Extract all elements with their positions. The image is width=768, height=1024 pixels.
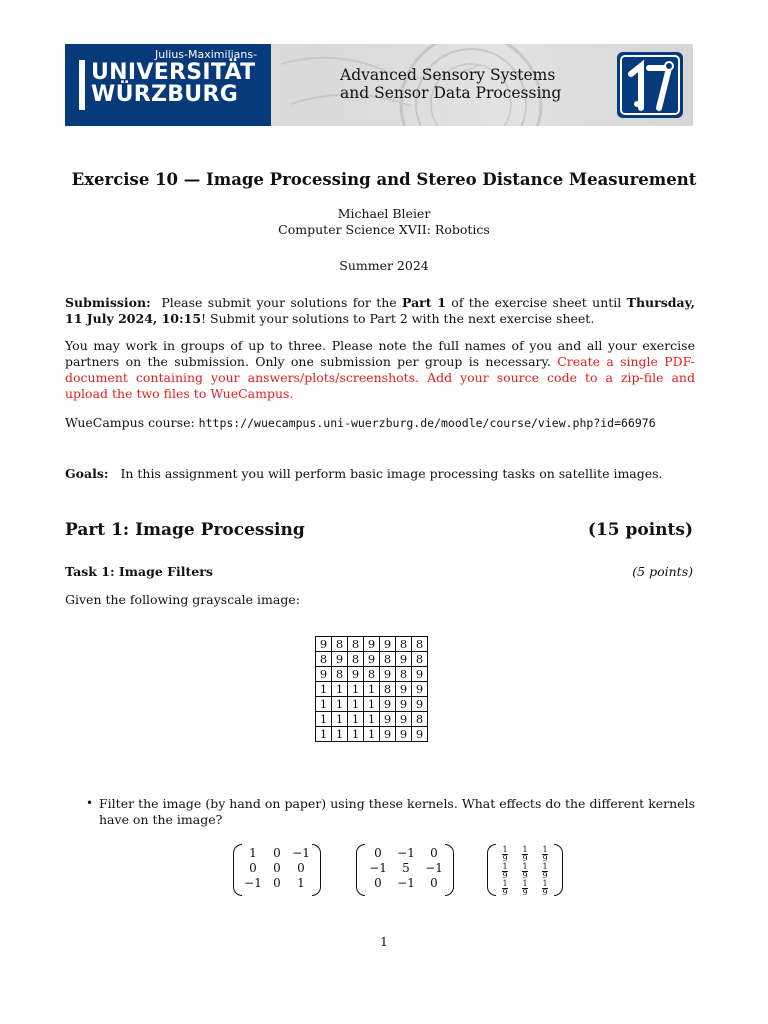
grid-cell: 9 <box>396 652 412 667</box>
logo-line-1: UNIVERSITÄT <box>91 60 256 85</box>
fraction <box>502 846 507 863</box>
grid-cell: 1 <box>364 682 380 697</box>
logo-small-text: Julius-Maximilians- <box>155 48 258 61</box>
kernel-cell: 0 <box>430 876 438 890</box>
goals-paragraph <box>65 466 695 482</box>
term: Summer 2024 <box>339 258 429 273</box>
kernel-cell: 0 <box>374 846 382 860</box>
kernel-row <box>495 880 555 897</box>
fraction <box>502 863 507 880</box>
kernel-3 <box>487 844 563 896</box>
grid-cell: 9 <box>396 712 412 727</box>
fraction-denominator: 9 <box>502 888 508 897</box>
kernel-cell <box>535 863 555 880</box>
course-title-line-2: and Sensor Data Processing <box>340 84 562 102</box>
part-heading <box>65 520 693 540</box>
grid-cell: 9 <box>412 667 428 682</box>
grid-cell: 9 <box>412 697 428 712</box>
bullet-text: Filter the image (by hand on paper) using these kernels. What effects do the different kernels have on the image? <box>99 796 695 827</box>
submission-paragraph <box>65 295 695 327</box>
submission-text-2: of the exercise sheet until <box>451 295 622 310</box>
grid-cell: 8 <box>412 652 428 667</box>
grid-cell: 8 <box>380 682 396 697</box>
grid-cell: 9 <box>364 652 380 667</box>
logo-main-text <box>91 62 277 106</box>
kernel-cell: 0 <box>273 861 281 875</box>
submission-text-1: Please submit your solutions for the <box>161 295 397 310</box>
kernel-cell: 1 <box>297 876 305 890</box>
grid-cell: 9 <box>332 652 348 667</box>
grid-cell: 9 <box>316 637 332 652</box>
kernel-cell: −1 <box>397 846 415 860</box>
fraction-numerator: 1 <box>502 845 508 854</box>
grid-cell: 1 <box>332 712 348 727</box>
kernel-2-table <box>364 846 448 891</box>
kernel-cell: 0 <box>297 861 305 875</box>
grid-cell: 1 <box>364 727 380 742</box>
grid-cell: 9 <box>396 682 412 697</box>
grid-cell: 9 <box>412 727 428 742</box>
kernel-cell: 0 <box>249 861 257 875</box>
fraction-numerator: 1 <box>502 879 508 888</box>
fraction-denominator: 9 <box>502 854 508 863</box>
kernel-cell <box>515 846 535 863</box>
fraction <box>542 863 547 880</box>
grid-cell: 9 <box>380 667 396 682</box>
kernel-cell: −1 <box>369 861 387 875</box>
submission-text-3: ! Submit your solutions to Part 2 with the next exercise sheet. <box>201 311 595 326</box>
fraction-denominator: 9 <box>502 871 508 880</box>
kernel-row <box>364 876 448 891</box>
grid-cell: 9 <box>380 727 396 742</box>
grid-cell: 8 <box>348 637 364 652</box>
grid-row <box>316 652 428 667</box>
submission-deadline: Thursday, 11 July 2024, 10:15 <box>65 295 695 326</box>
fraction-numerator: 1 <box>502 862 508 871</box>
kernel-row <box>495 863 555 880</box>
fraction-denominator: 9 <box>542 871 548 880</box>
kernel-cell <box>495 863 515 880</box>
author: Michael Bleier <box>337 206 431 221</box>
kernel-cell: 0 <box>273 846 281 860</box>
fraction-denominator: 9 <box>542 888 548 897</box>
grid-cell: 1 <box>332 682 348 697</box>
kernel-cell: −1 <box>397 876 415 890</box>
fraction-numerator: 1 <box>522 862 528 871</box>
kernel-row <box>364 861 448 876</box>
grid-cell: 1 <box>332 697 348 712</box>
task-intro: Given the following grayscale image: <box>65 592 300 607</box>
university-logo <box>65 44 271 126</box>
kernel-2 <box>356 844 454 896</box>
grid-cell: 8 <box>396 667 412 682</box>
kernel-cell: 1 <box>249 846 257 860</box>
grid-cell: 8 <box>316 652 332 667</box>
part-points: (15 points) <box>587 520 693 540</box>
fraction-numerator: 1 <box>542 862 548 871</box>
kernel-cell <box>515 880 535 897</box>
grid-row <box>316 697 428 712</box>
kernel-cell: −1 <box>244 876 262 890</box>
grid-cell: 8 <box>380 652 396 667</box>
grid-row <box>316 637 428 652</box>
grid-cell: 1 <box>348 697 364 712</box>
task-title: Task 1: Image Filters <box>65 564 213 579</box>
kernel-cell: −1 <box>425 861 443 875</box>
fraction <box>522 880 527 897</box>
kernel-cell: 0 <box>374 876 382 890</box>
submission-part: Part 1 <box>402 295 446 310</box>
kernel-cell: 0 <box>273 876 281 890</box>
kernel-row <box>241 861 313 876</box>
right-paren <box>554 844 563 896</box>
grid-cell: 9 <box>412 682 428 697</box>
kernel-row <box>241 876 313 891</box>
goals-label: Goals: <box>65 466 109 481</box>
groups-instructions: Create a single PDF-document containing your answers/plots/screenshots. Add your source code to a zip-file and upload the two files to WueCampus. <box>65 354 696 401</box>
grid-cell: 9 <box>348 667 364 682</box>
wuecampus-line <box>65 415 695 431</box>
grid-cell: 8 <box>332 637 348 652</box>
header-banner <box>65 44 693 126</box>
kernel-cell <box>515 863 535 880</box>
robotics-badge <box>617 52 683 118</box>
right-paren <box>312 844 321 896</box>
kernel-cell <box>535 880 555 897</box>
course-title-line-1: Advanced Sensory Systems <box>340 66 556 84</box>
fraction-denominator: 9 <box>522 854 528 863</box>
grid-cell: 1 <box>364 712 380 727</box>
page-number: 1 <box>380 934 388 949</box>
groups-paragraph <box>65 338 695 402</box>
grid-cell: 1 <box>316 697 332 712</box>
grid-cell: 9 <box>380 712 396 727</box>
grid-cell: 8 <box>412 637 428 652</box>
fraction-denominator: 9 <box>522 888 528 897</box>
grid-cell: 8 <box>332 667 348 682</box>
course-title <box>340 66 561 102</box>
task-points: (5 points) <box>632 564 693 579</box>
right-paren <box>445 844 454 896</box>
document-title: Exercise 10 — Image Processing and Stereo Distance Measurement <box>71 170 697 189</box>
grid-cell: 1 <box>364 697 380 712</box>
kernel-row <box>495 846 555 863</box>
grid-cell: 1 <box>316 682 332 697</box>
kernel-1-table <box>241 846 313 891</box>
grid-cell: 1 <box>348 727 364 742</box>
wuecampus-url[interactable]: https://wuecampus.uni-wuerzburg.de/moodle/course/view.php?id=66976 <box>198 416 656 430</box>
grid-cell: 1 <box>348 682 364 697</box>
fraction-denominator: 9 <box>522 871 528 880</box>
kernel-cell: 5 <box>402 861 410 875</box>
kernel-cell <box>495 846 515 863</box>
wuecampus-label: WueCampus course: <box>65 415 195 430</box>
kernel-cell <box>495 880 515 897</box>
fraction <box>542 846 547 863</box>
grid-cell: 1 <box>316 712 332 727</box>
grid-row <box>316 667 428 682</box>
fraction-denominator: 9 <box>542 854 548 863</box>
fraction <box>522 846 527 863</box>
task-heading <box>65 564 693 579</box>
grid-cell: 9 <box>364 637 380 652</box>
grid-cell: 9 <box>380 637 396 652</box>
fraction <box>522 863 527 880</box>
grid-row <box>316 727 428 742</box>
fraction <box>542 880 547 897</box>
kernel-3-table <box>495 846 555 897</box>
goals-text: In this assignment you will perform basic image processing tasks on satellite images. <box>120 466 663 481</box>
fraction-numerator: 1 <box>542 879 548 888</box>
kernel-cell: −1 <box>292 846 310 860</box>
kernel-1 <box>233 844 321 896</box>
kernel-cell <box>535 846 555 863</box>
grid-cell: 8 <box>348 652 364 667</box>
grid-cell: 8 <box>412 712 428 727</box>
kernel-row <box>241 846 313 861</box>
logo-line-2: WÜRZBURG <box>91 82 239 107</box>
logo-strip <box>79 60 85 110</box>
grayscale-image-grid <box>315 636 428 742</box>
grid-row <box>316 682 428 697</box>
fraction <box>502 880 507 897</box>
fraction-numerator: 1 <box>542 845 548 854</box>
affiliation: Computer Science XVII: Robotics <box>278 222 490 237</box>
grid-cell: 9 <box>396 727 412 742</box>
grid-cell: 1 <box>316 727 332 742</box>
kernel-cell: 0 <box>430 846 438 860</box>
groups-text: You may work in groups of up to three. Please note the full names of you and all your exercise partners on the submission. Only one submission per group is necessary. <box>65 338 695 369</box>
grid-cell: 1 <box>348 712 364 727</box>
part-title: Part 1: Image Processing <box>65 520 305 540</box>
grid-cell: 8 <box>396 637 412 652</box>
submission-label: Submission: <box>65 295 151 310</box>
grid-row <box>316 712 428 727</box>
grid-cell: 9 <box>396 697 412 712</box>
bullet-icon: • <box>86 796 94 810</box>
fraction-numerator: 1 <box>522 845 528 854</box>
fraction-numerator: 1 <box>522 879 528 888</box>
kernel-row <box>364 846 448 861</box>
robot-arm-icon <box>617 52 683 118</box>
grid-cell: 1 <box>332 727 348 742</box>
grid-cell: 9 <box>316 667 332 682</box>
grid-cell: 8 <box>364 667 380 682</box>
grid-cell: 9 <box>380 697 396 712</box>
